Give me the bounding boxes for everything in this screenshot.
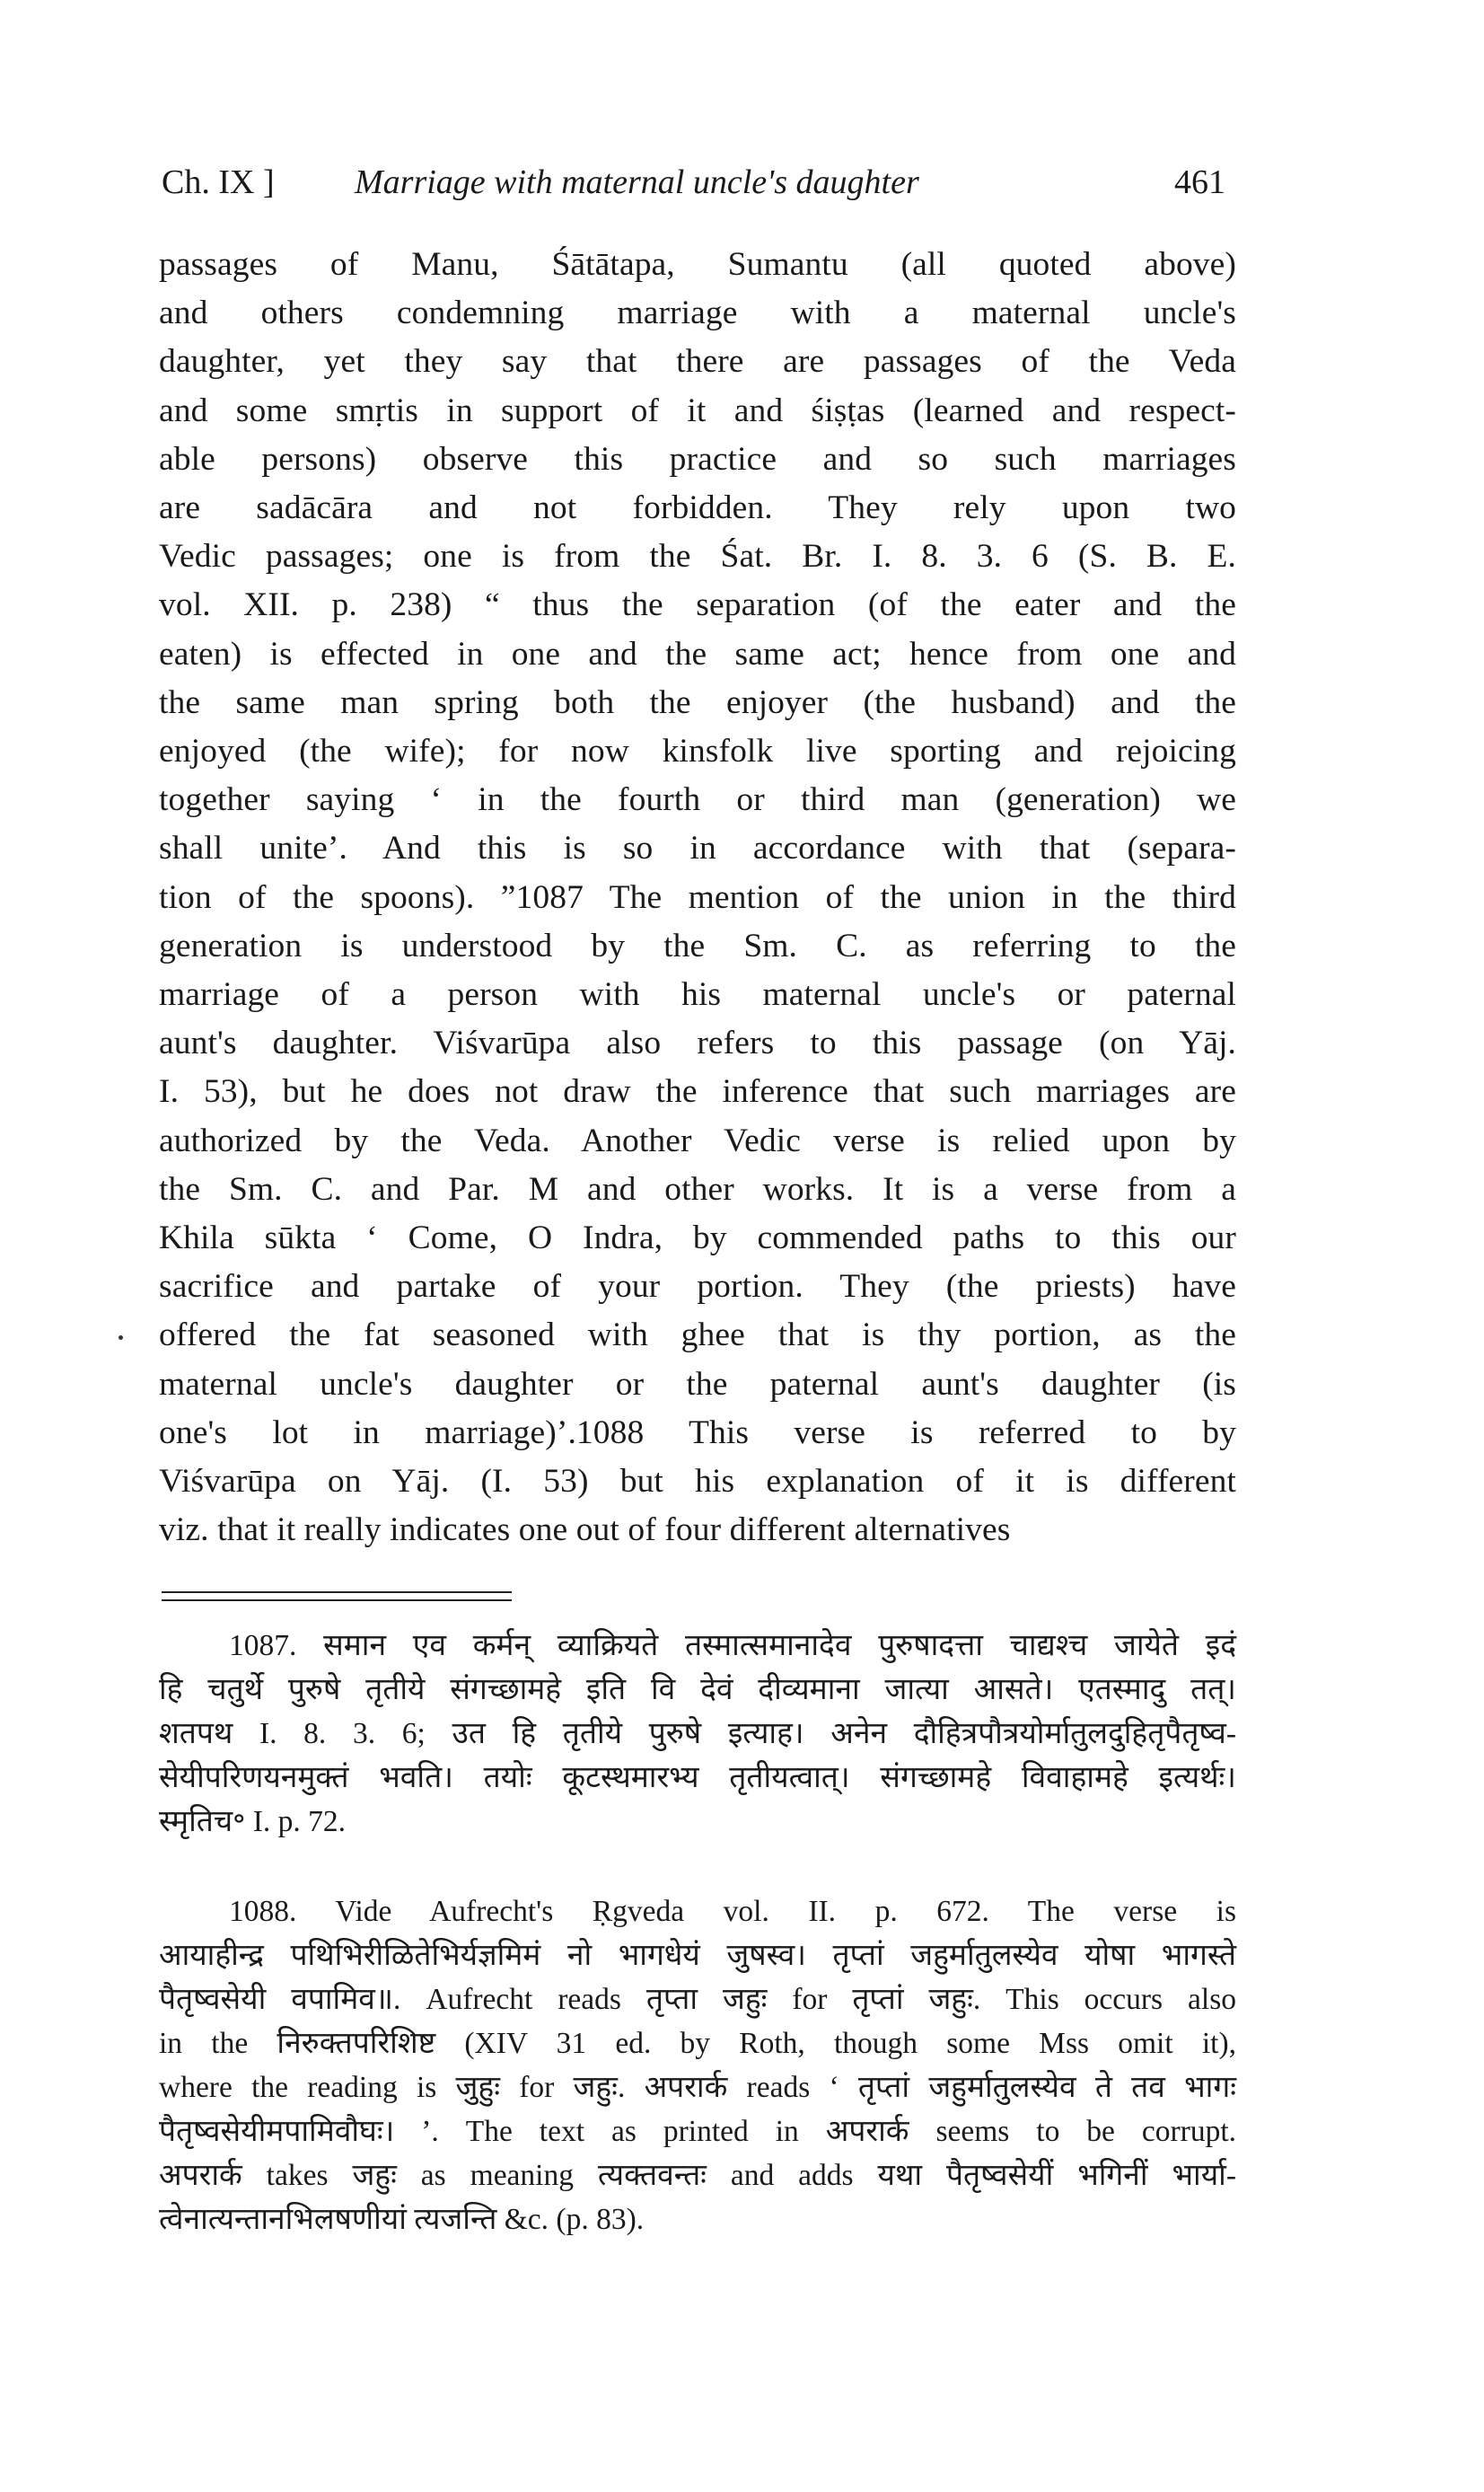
body-line: generation is understood by the Sm. C. as referring to the [159,927,1236,964]
body-line: I. 53), but he does not draw the inference that such marriages are [159,1073,1236,1111]
footnote-1087 [159,1624,1236,1844]
body-line: the Sm. C. and Par. M and other works. It is a verse from a [159,1170,1236,1208]
body-line: passages of Manu, Śātātapa, Sumantu (all quoted above) [159,246,1236,283]
footnote-line: where the reading is जुहुः for जहुः. अपरार्क reads ‘ तृप्तां जहुर्मातुलस्येव ते तव भागः [159,2071,1236,2104]
running-header [162,160,1225,205]
body-line: daughter, yet they say that there are passages of the Veda [159,343,1236,381]
footnote-line: त्वेनात्यन्तानभिलषणीयां त्यजन्ति &c. (p. 83). [159,2203,645,2236]
body-line: enjoyed (the wife); for now kinsfolk live sporting and rejoicing [159,733,1236,770]
body-line: together saying ‘ in the fourth or third man (generation) we [159,781,1236,819]
body-line: Vedic passages; one is from the Śat. Br. I. 8. 3. 6 (S. B. E. [159,538,1236,576]
footnote-divider [162,1591,512,1593]
body-line: vol. XII. p. 238) “ thus the separation (of the eater and the [159,586,1236,624]
body-line: one's lot in marriage)’.1088 This verse is referred to by [159,1413,1236,1451]
footnote-line: 1087. समान एव कर्मन् व्याक्रियते तस्मात्समानादेव पुरुषादत्ता चाद्यश्च जायेते इदं [229,1629,1236,1662]
footnote-line: in the निरुक्तपरिशिष्ट (XIV 31 ed. by Roth, though some Mss omit it), [159,2027,1236,2060]
footnote-line: पैतृष्वसेयी वपामिव॥. Aufrecht reads तृप्ता जहुः for तृप्तां जहुः. This occurs also [159,1983,1236,2016]
body-line: authorized by the Veda. Another Vedic verse is relied upon by [159,1122,1236,1159]
body-line: tion of the spoons). ”1087 The mention of the union in the third [159,878,1236,916]
footnote-line: स्मृतिच॰ I. p. 72. [159,1805,347,1838]
body-line: Khila sūkta ‘ Come, O Indra, by commended paths to this our [159,1220,1236,1257]
footnote-divider [162,1599,512,1601]
body-line: shall unite’. And this is so in accordance with that (separa- [159,830,1236,867]
page-number: 461 [1174,163,1225,201]
body-line: aunt's daughter. Viśvarūpa also refers to this passage (on Yāj. [159,1025,1236,1062]
footnote-line: 1088. Vide Aufrecht's Ṛgveda vol. II. p. 672. The verse is [229,1895,1236,1928]
body-line: and some smṛtis in support of it and śiṣṭas (learned and respect- [159,392,1236,429]
body-line: eaten) is effected in one and the same act; hence from one and [159,635,1236,673]
footnote-line: अपरार्क takes जहुः as meaning त्यक्तवन्तः and adds यथा पैतृष्वसेयीं भगिनीं भार्या- [159,2159,1236,2192]
body-line: and others condemning marriage with a maternal uncle's [159,295,1236,332]
body-line: viz. that it really indicates one out of four different alternatives [159,1511,1011,1549]
margin-mark [119,1335,123,1340]
body-line: maternal uncle's daughter or the paternal aunt's daughter (is [159,1365,1236,1403]
footnote-line: पैतृष्वसेयीमपामिवौघः। ’. The text as printed in अपरार्क seems to be corrupt. [159,2115,1236,2148]
body-line: are sadācāra and not forbidden. They rely upon two [159,489,1236,527]
chapter-label: Ch. IX ] [162,163,275,201]
body-line: able persons) observe this practice and so such marriages [159,440,1236,478]
body-line: Viśvarūpa on Yāj. (I. 53) but his explanation of it is different [159,1463,1236,1501]
body-line: marriage of a person with his maternal uncle's or paternal [159,976,1236,1014]
footnote-line: हि चतुर्थे पुरुषे तृतीये संगच्छामहे इति वि देवं दीव्यमाना जात्या आसते। एतस्मादु तत्। [159,1673,1236,1706]
footnote-1088 [159,1889,1236,2241]
footnote-line: सेयीपरिणयनमुक्तं भवति। तयोः कूटस्थमारभ्य तृतीयत्वात्। संगच्छामहे विवाहामहे इत्यर्थः। [159,1761,1236,1794]
body-line: offered the fat seasoned with ghee that is thy portion, as the [159,1316,1236,1354]
running-title: Marriage with maternal uncle's daughter [355,163,919,201]
body-line: the same man spring both the enjoyer (the husband) and the [159,683,1236,721]
footnote-line: आयाहीन्द्र पथिभिरीळितेभिर्यज्ञमिमं नो भागधेयं जुषस्व। तृप्तां जहुर्मातुलस्येव योषा भागस्ते [159,1939,1236,1972]
body-paragraph [159,241,1236,1554]
body-line: sacrifice and partake of your portion. They (the priests) have [159,1268,1236,1306]
footnote-line: शतपथ I. 8. 3. 6; उत हि तृतीये पुरुषे इत्याह। अनेन दौहित्रपौत्रयोर्मातुलदुहितृपैतृष्व- [159,1717,1236,1750]
